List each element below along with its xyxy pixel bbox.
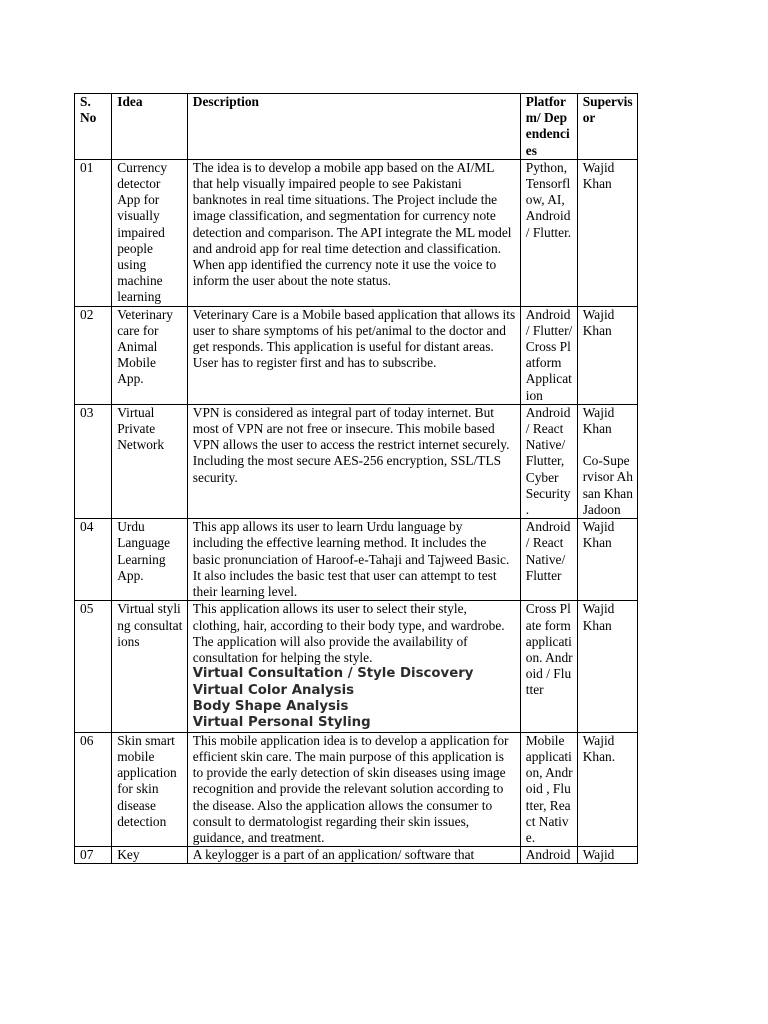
row-description: A keylogger is a part of an application/ software that (187, 847, 520, 864)
row-idea: Skin smart mobile application for skin disease detection (112, 732, 188, 846)
table-row (75, 601, 638, 732)
row-sno: 06 (75, 732, 112, 846)
row-supervisor: Wajid Khan (577, 159, 637, 306)
row-description-text-2: Including the most secure AES-256 encryption, SSL/TLS security. (192, 453, 502, 485)
row-platform: Android / Flutter/ Cross Platform Application (520, 306, 577, 404)
table-header-row (75, 94, 638, 160)
projects-table (74, 93, 638, 864)
table-row (75, 847, 638, 864)
row-supervisor (577, 404, 637, 518)
header-description: Description (187, 94, 520, 160)
row-sno: 01 (75, 159, 112, 306)
row-idea: Currency detector App for visually impaired people using machine learning (112, 159, 188, 306)
supervisor-name: Wajid Khan (582, 404, 615, 437)
style-service-item: Body Shape Analysis (192, 698, 349, 714)
row-idea: Urdu Language Learning App. (112, 519, 188, 601)
row-supervisor: Wajid Khan. (577, 732, 637, 846)
row-sno: 04 (75, 519, 112, 601)
table-row (75, 159, 638, 306)
row-platform: Android (520, 847, 577, 864)
table-row (75, 306, 638, 404)
row-platform: Android / React Native/ Flutter, Cyber Security . (520, 404, 577, 518)
style-service-item: Virtual Personal Styling (192, 715, 371, 731)
row-description-text: VPN is considered as integral part of today internet. But most of VPN are not free or insecure. This mobile based VPN allows the user to access the restrict internet securely. (192, 404, 510, 453)
row-description-text: This application allows its user to select their style, clothing, hair, according to their body type, and wardrobe. The application will also provide the availability of consultation for helping the style. (192, 601, 505, 665)
row-idea: Veterinary care for Animal Mobile App. (112, 306, 188, 404)
row-description: This mobile application idea is to develop a application for efficient skin care. The main purpose of this application is to provide the early detection of skin diseases using image recognition and provide the relevant solution according to the disease. Also the application allows the consumer to consult to dermatologist regarding their skin issues, guidance, and treatment. (187, 732, 520, 846)
row-idea: Key (112, 847, 188, 864)
header-sno: S. No (75, 94, 112, 160)
row-supervisor: Wajid Khan (577, 306, 637, 404)
row-platform: Android / React Native/ Flutter (520, 519, 577, 601)
row-supervisor: Wajid (577, 847, 637, 864)
style-service-item: Virtual Consultation / Style Discovery (192, 666, 474, 682)
table-row (75, 732, 638, 846)
row-sno: 05 (75, 601, 112, 732)
row-platform: Cross Plate form application. Android / Flutter (520, 601, 577, 732)
row-description (187, 404, 520, 518)
row-platform: Mobile application, Android , Flutter, React Native. (520, 732, 577, 846)
header-idea: Idea (112, 94, 188, 160)
row-sno: 03 (75, 404, 112, 518)
row-idea: Virtual Private Network (112, 404, 188, 518)
row-idea: Virtual styling consultations (112, 601, 188, 732)
row-sno: 02 (75, 306, 112, 404)
header-platform: Platform/ Dependencies (520, 94, 577, 160)
row-description (187, 601, 520, 732)
row-description: This app allows its user to learn Urdu language by including the effective learning method. It includes the basic pronunciation of Haroof-e-Tahaji and Tajweed Basic. It also includes the basic test that user can attempt to test their learning level. (187, 519, 520, 601)
style-services-list (193, 666, 516, 732)
row-description: The idea is to develop a mobile app based on the AI/ML that help visually impaired people to see Pakistani banknotes in real time situations. The Project include the image classification, and segmentation for currency note detection and comparison. The API integrate the ML model and android app for real time detection and classification. When app identified the currency note it use the voice to inform the user about the note status. (187, 159, 520, 306)
co-supervisor-name: Co-Supervisor Ahsan Khan Jadoon (582, 453, 633, 517)
row-supervisor: Wajid Khan (577, 601, 637, 732)
row-supervisor: Wajid Khan (577, 519, 637, 601)
header-supervisor: Supervisor (577, 94, 637, 160)
row-description: Veterinary Care is a Mobile based application that allows its user to share symptoms of his pet/animal to the doctor and get responds. This application is useful for distant areas. User has to register first and has to subscribe. (187, 306, 520, 404)
row-platform: Python, Tensorflow, AI, Android / Flutter. (520, 159, 577, 306)
style-service-item: Virtual Color Analysis (192, 682, 355, 698)
table-row (75, 404, 638, 518)
table-row (75, 519, 638, 601)
row-sno: 07 (75, 847, 112, 864)
